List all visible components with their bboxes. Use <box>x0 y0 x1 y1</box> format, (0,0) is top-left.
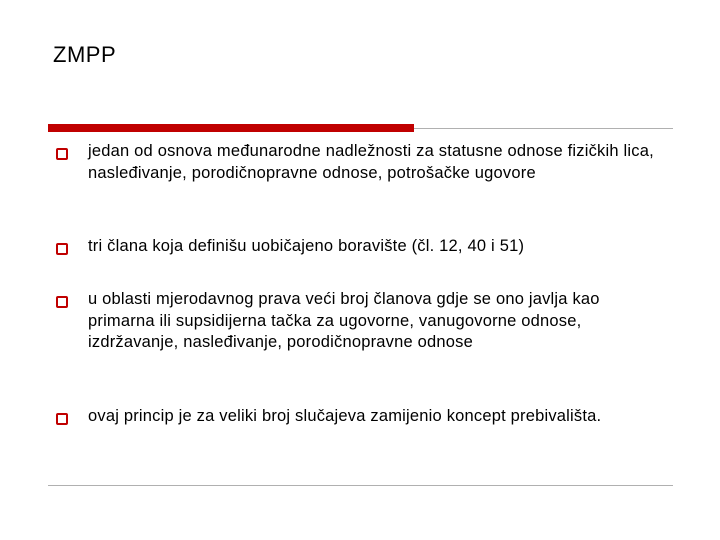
title-underline-accent <box>48 124 414 132</box>
bullet-text: tri člana koja definišu uobičajeno boravište (čl. 12, 40 i 51) <box>88 237 525 255</box>
bullet-text: ovaj princip je za veliki broj slučajeva zamijenio koncept prebivališta. <box>88 407 602 425</box>
hollow-square-bullet-icon <box>56 413 68 425</box>
hollow-square-bullet-icon <box>56 243 68 255</box>
footer-rule <box>48 485 673 486</box>
hollow-square-bullet-icon <box>56 296 68 308</box>
bullet-text: jedan od osnova međunarodne nadležnosti za statusne odnose fizičkih lica, nasleđivanje, porodičnopravne odnose, potrošačke ugovore <box>88 142 654 182</box>
slide-title: ZMPP <box>53 42 117 67</box>
hollow-square-bullet-icon <box>56 148 68 160</box>
bullet-text: u oblasti mjerodavnog prava veći broj članova gdje se ono javlja kao primarna ili supsidijerna tačka za ugovorne, vanugovorne odnose, izdržavanje, nasleđivanje, porodičnopravne odnose <box>88 290 600 351</box>
title-underline <box>48 124 673 133</box>
title-underline-rule <box>414 128 673 129</box>
